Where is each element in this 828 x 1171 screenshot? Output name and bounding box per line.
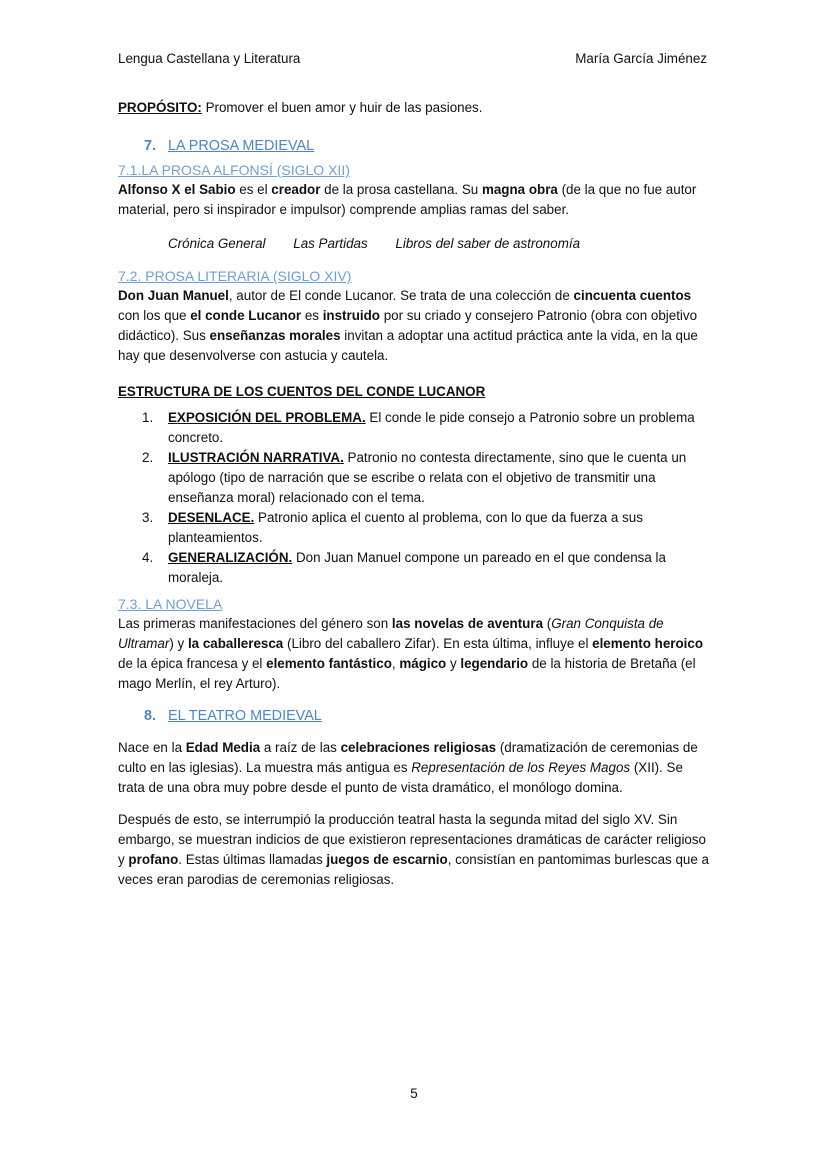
section-7-heading: [144, 136, 710, 156]
text-run: ,: [391, 656, 400, 671]
structure-list: [118, 408, 710, 588]
section-7-title: LA PROSA MEDIEVAL: [168, 138, 315, 154]
bold-text-run: creador: [271, 182, 321, 197]
text-run: a raíz de las: [260, 740, 341, 755]
text-run: ) y: [169, 636, 188, 651]
list-text: El conde le pide consejo a Patronio sobre un problema concreto.: [168, 410, 695, 445]
bold-text-run: elemento fantástico: [266, 656, 392, 671]
list-number: 4.: [142, 550, 154, 565]
text-run: y: [446, 656, 461, 671]
list-number: 2.: [142, 450, 154, 465]
bold-text-run: el conde Lucanor: [190, 308, 302, 323]
section-7-3-paragraph: [118, 614, 710, 694]
section-7-1-heading: 7.1.LA PROSA ALFONSÍ (SIGLO XII): [118, 162, 350, 178]
text-run: es: [301, 308, 323, 323]
section-7-2-heading: 7.2. PROSA LITERARIA (SIGLO XIV): [118, 268, 352, 284]
text-run: . Estas últimas llamadas: [178, 852, 327, 867]
bold-text-run: juegos de escarnio: [326, 852, 448, 867]
bold-text-run: Don Juan Manuel: [118, 288, 229, 303]
section-7-number: 7.: [144, 138, 157, 154]
bold-text-run: celebraciones religiosas: [340, 740, 497, 755]
section-8-paragraph-2: [118, 810, 710, 890]
work-title: Crónica General: [168, 236, 266, 251]
list-number: 3.: [142, 510, 154, 525]
list-label: EXPOSICIÓN DEL PROBLEMA.: [168, 410, 366, 425]
italic-text-run: Gran Conquista de Ultramar: [118, 616, 664, 651]
section-7-2-paragraph: [118, 286, 710, 366]
section-8-title: EL TEATRO MEDIEVAL: [168, 708, 322, 724]
text-run: , autor de El conde Lucanor. Se trata de una colección de: [228, 288, 574, 303]
list-text: Patronio aplica el cuento al problema, con lo que da fuerza a sus planteamientos.: [168, 510, 643, 545]
bold-text-run: legendario: [460, 656, 529, 671]
section-8-paragraph-1: [118, 738, 710, 798]
text-run: (: [543, 616, 552, 631]
list-item: [118, 408, 710, 448]
bold-text-run: mágico: [399, 656, 447, 671]
list-item: [118, 448, 710, 508]
list-text: Patronio no contesta directamente, sino que le cuenta un apólogo (tipo de narración que se escribe o relata con el objetivo de transmitir una enseñanza moral) relacionado con el tema.: [168, 450, 687, 505]
bold-text-run: profano: [128, 852, 179, 867]
text-run: , consistían en pantomimas burlescas que a veces eran parodias de ceremonias religiosas.: [118, 852, 709, 887]
header-author: María García Jiménez: [575, 51, 707, 66]
text-run: de la historia de Bretaña (el mago Merlín, el rey Arturo).: [118, 656, 696, 691]
bold-text-run: Alfonso X el Sabio: [118, 182, 236, 197]
bold-text-run: instruido: [322, 308, 380, 323]
text-run: Nace en la: [118, 740, 186, 755]
text-run: invitan a adoptar una actitud práctica ante la vida, en la que hay que desenvolverse con astucia y cautela.: [118, 328, 698, 363]
text-run: (dramatización de ceremonias de culto en las iglesias). La muestra más antigua es: [118, 740, 698, 775]
section-7-3-heading: 7.3. LA NOVELA: [118, 596, 223, 612]
text-run: (XII). Se trata de una obra muy pobre desde el punto de vista dramático, el monólogo domina.: [118, 760, 683, 795]
section-7-1-paragraph: [118, 180, 710, 220]
text-run: por su criado y consejero Patronio (obra con objetivo didáctico). Sus: [118, 308, 698, 343]
structure-heading: ESTRUCTURA DE LOS CUENTOS DEL CONDE LUCANOR: [118, 384, 486, 399]
text-run: de la prosa castellana. Su: [320, 182, 482, 197]
list-item: [118, 548, 710, 588]
list-number: 1.: [142, 410, 154, 425]
work-title: Libros del saber de astronomía: [395, 236, 581, 251]
list-label: GENERALIZACIÓN.: [168, 550, 293, 565]
bold-text-run: la caballeresca: [187, 636, 284, 651]
text-run: Las primeras manifestaciones del género son: [118, 616, 392, 631]
bold-text-run: elemento heroico: [592, 636, 704, 651]
text-run: con los que: [118, 308, 191, 323]
text-run: Después de esto, se interrumpió la producción teatral hasta la segunda mitad del siglo XV. Sin embargo, se muestran indicios de que existieron representaciones dramáticas de carácter religioso y: [118, 812, 707, 867]
text-run: (de la que no fue autor material, pero si inspirador e impulsor) comprende amplias ramas del saber.: [118, 182, 697, 217]
bold-text-run: enseñanzas morales: [209, 328, 341, 343]
text-run: (Libro del caballero Zifar). En esta última, influye el: [283, 636, 593, 651]
bold-text-run: Edad Media: [185, 740, 261, 755]
page-body: [118, 98, 710, 890]
purpose-line: [118, 98, 710, 118]
list-label: DESENLACE.: [168, 510, 255, 525]
list-label: ILUSTRACIÓN NARRATIVA.: [168, 450, 344, 465]
list-item: [118, 508, 710, 548]
bold-text-run: cincuenta cuentos: [573, 288, 692, 303]
purpose-text: Promover el buen amor y huir de las pasiones.: [201, 100, 483, 115]
italic-text-run: Representación de los Reyes Magos: [411, 760, 631, 775]
text-run: es el: [235, 182, 272, 197]
alfonsi-works-list: [168, 234, 710, 254]
page-number: 5: [410, 1086, 418, 1101]
text-run: de la épica francesa y el: [118, 656, 267, 671]
header-subject: Lengua Castellana y Literatura: [118, 51, 301, 66]
bold-text-run: las novelas de aventura: [391, 616, 544, 631]
section-8-number: 8.: [144, 708, 157, 724]
list-text: Don Juan Manuel compone un pareado en el que condensa la moraleja.: [168, 550, 666, 585]
section-8-heading: [144, 706, 710, 726]
purpose-label: PROPÓSITO:: [118, 100, 202, 115]
work-title: Las Partidas: [293, 236, 368, 251]
bold-text-run: magna obra: [481, 182, 558, 197]
